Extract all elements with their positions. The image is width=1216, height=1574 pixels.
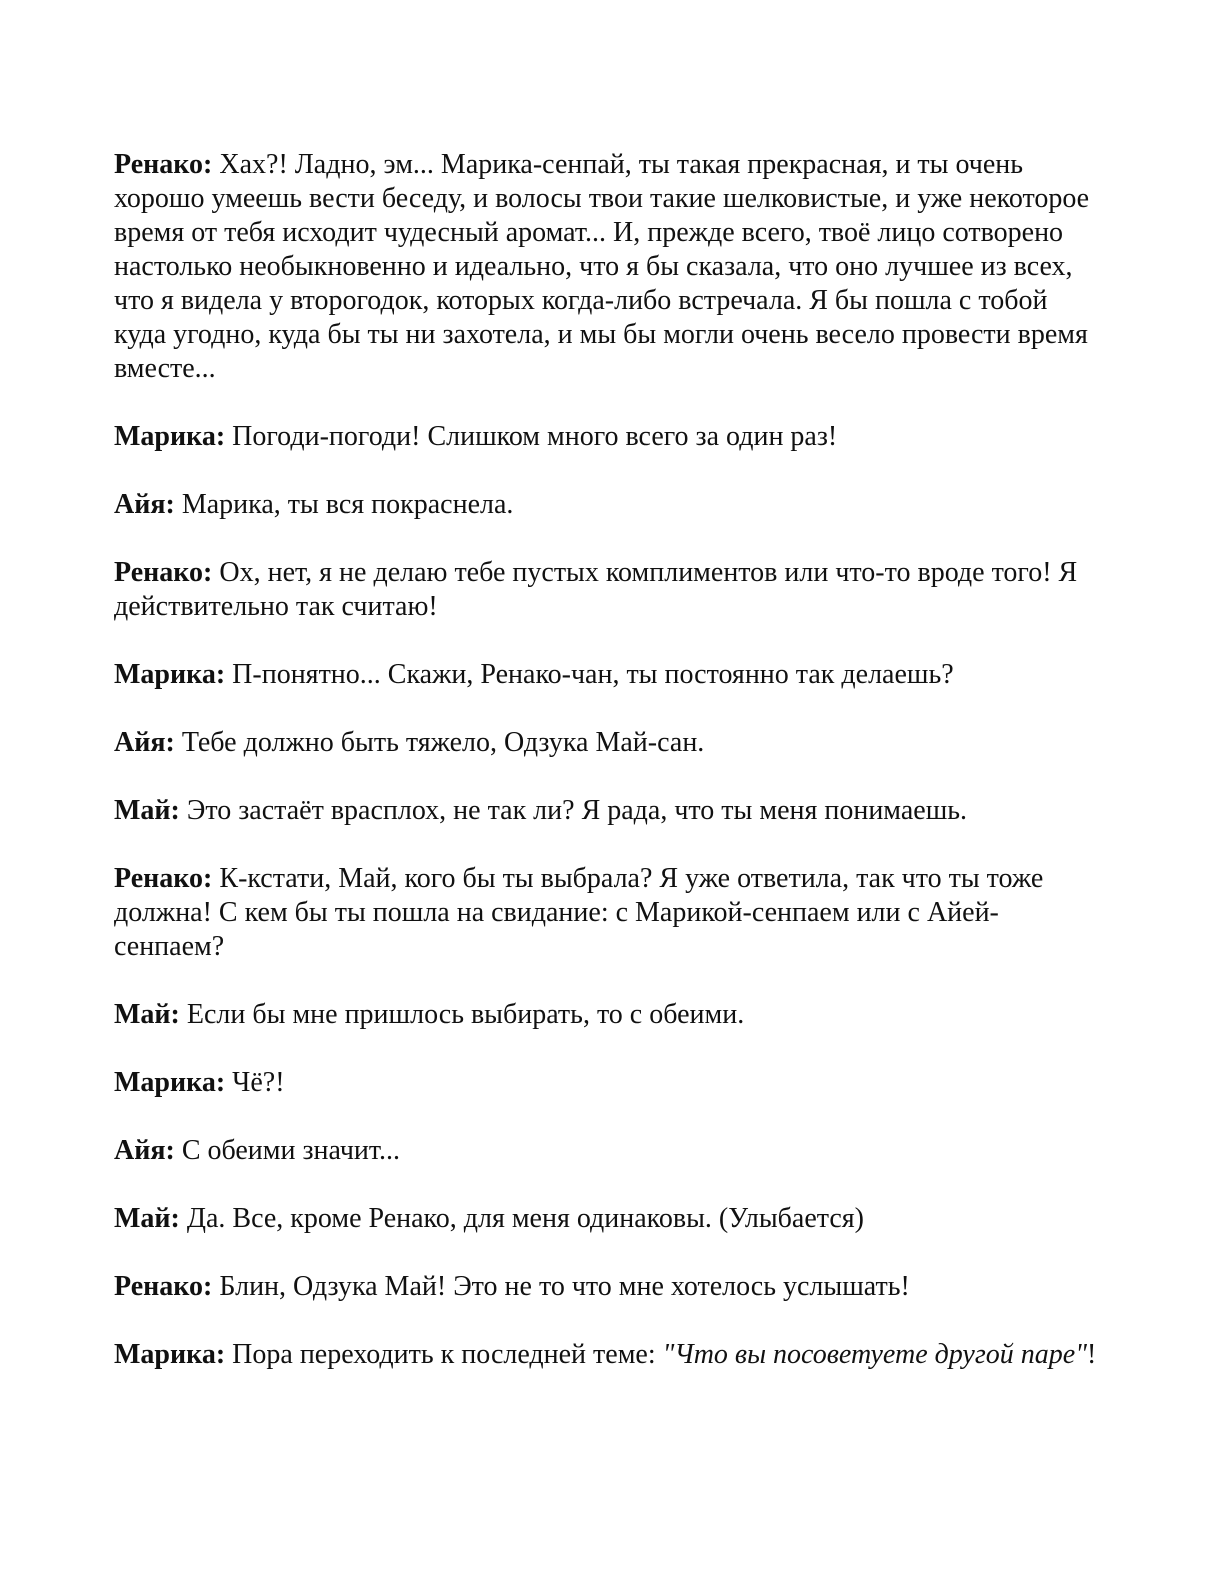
dialogue-line — [114, 1202, 1104, 1236]
dialogue-text: Марика, ты вся покраснела. — [174, 489, 514, 520]
dialogue-text: Если бы мне пришлось выбирать, то с обеими. — [179, 999, 745, 1030]
dialogue-text: Тебе должно быть тяжело, Одзука Май-сан. — [174, 727, 705, 758]
topic-quote: "Что вы посоветуете другой паре" — [662, 1339, 1087, 1370]
dialogue-line — [114, 420, 1104, 454]
dialogue-line — [114, 862, 1104, 964]
speaker-name: Марика: — [114, 421, 226, 452]
speaker-name: Ренако: — [114, 149, 213, 180]
dialogue-text: П-понятно... Скажи, Ренако-чан, ты постоянно так делаешь? — [225, 659, 954, 690]
speaker-name: Марика: — [114, 1339, 226, 1370]
speaker-name: Май: — [114, 795, 180, 826]
dialogue-text: Пора переходить к последней теме: — [225, 1339, 663, 1370]
speaker-name: Ренако: — [114, 863, 213, 894]
dialogue-line — [114, 148, 1104, 386]
dialogue-text: Хах?! Ладно, эм... Марика-сенпай, ты такая прекрасная, и ты очень хорошо умеешь вести беседу, и волосы твои такие шелковистые, и уже некоторое время от тебя исходит чудесный аромат... И, прежде всего, твоё лицо сотворено настолько необыкновенно и идеально, что я бы сказала, что оно лучшее из всех, что я видела у второгодок, которых когда-либо встречала. Я бы пошла с тобой куда угодно, куда бы ты ни захотела, и мы бы могли очень весело провести время вместе... — [114, 149, 1090, 384]
speaker-name: Айя: — [114, 727, 175, 758]
dialogue-line — [114, 556, 1104, 624]
dialogue-line — [114, 488, 1104, 522]
dialogue-text: Чё?! — [225, 1067, 285, 1098]
dialogue-text: Это застаёт врасплох, не так ли? Я рада, что ты меня понимаешь. — [179, 795, 968, 826]
speaker-name: Май: — [114, 1203, 180, 1234]
dialogue-text: К-кстати, Май, кого бы ты выбрала? Я уже ответила, так что ты тоже должна! С кем бы ты пошла на свидание: с Марикой-сенпаем или с Айей-сенпаем? — [114, 863, 1044, 962]
speaker-name: Марика: — [114, 659, 226, 690]
speaker-name: Айя: — [114, 1135, 175, 1166]
dialogue-line — [114, 794, 1104, 828]
dialogue-text: Погоди-погоди! Слишком много всего за один раз! — [225, 421, 838, 452]
dialogue-line-final — [114, 1338, 1104, 1372]
dialogue-text: С обеими значит... — [174, 1135, 401, 1166]
dialogue-text: Ох, нет, я не делаю тебе пустых комплиментов или что-то вроде того! Я действительно так считаю! — [114, 557, 1078, 622]
speaker-name: Ренако: — [114, 1271, 213, 1302]
dialogue-line — [114, 726, 1104, 760]
speaker-name: Май: — [114, 999, 180, 1030]
dialogue-text-end: ! — [1086, 1339, 1097, 1370]
dialogue-line — [114, 658, 1104, 692]
speaker-name: Ренако: — [114, 557, 213, 588]
dialogue-line — [114, 1270, 1104, 1304]
dialogue-text: Да. Все, кроме Ренако, для меня одинаковы. (Улыбается) — [179, 1203, 864, 1234]
dialogue-line — [114, 1134, 1104, 1168]
speaker-name: Марика: — [114, 1067, 226, 1098]
dialogue-line — [114, 998, 1104, 1032]
document-page — [114, 148, 1104, 1406]
speaker-name: Айя: — [114, 489, 175, 520]
dialogue-text: Блин, Одзука Май! Это не то что мне хотелось услышать! — [212, 1271, 910, 1302]
dialogue-line — [114, 1066, 1104, 1100]
